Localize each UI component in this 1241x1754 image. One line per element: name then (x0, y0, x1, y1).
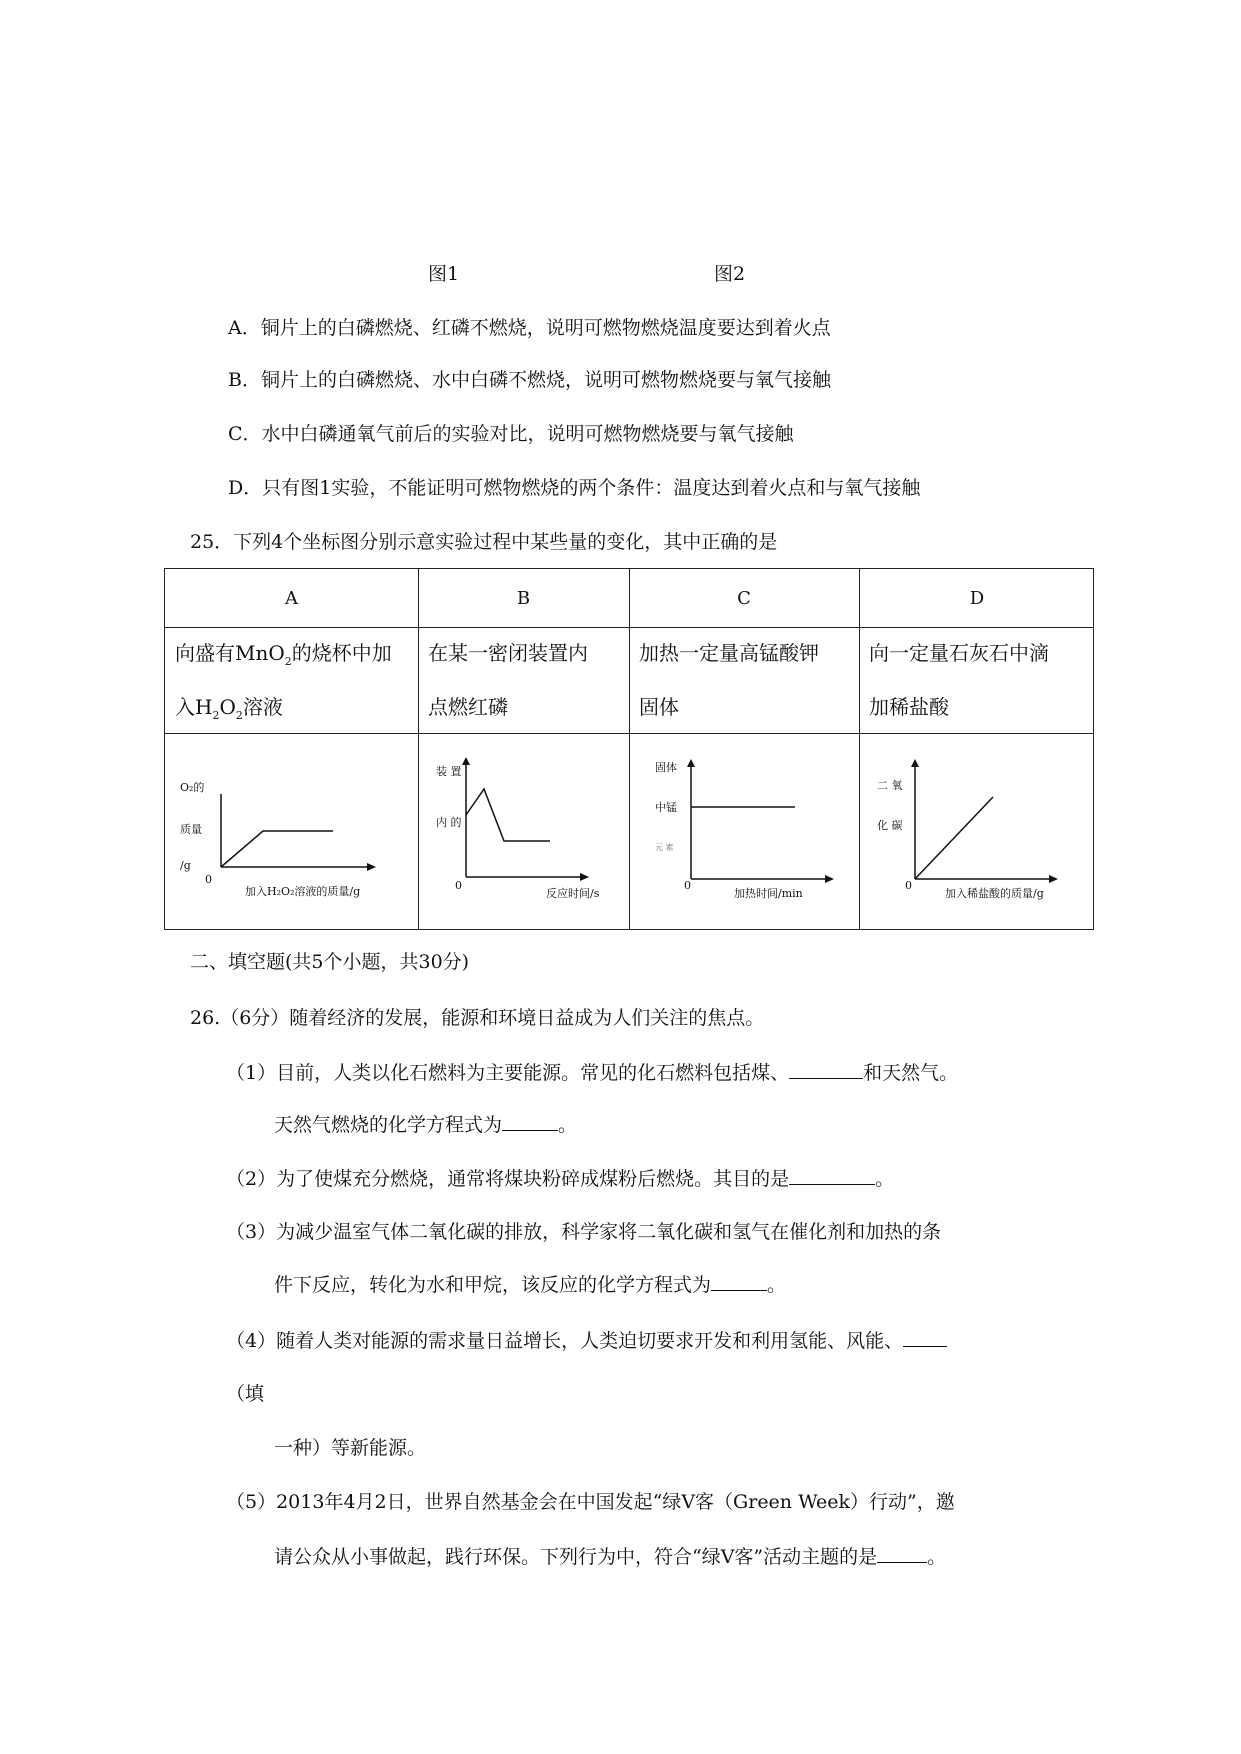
graph-a-xlabel: 加入H₂O₂溶液的质量/g (245, 885, 361, 898)
graph-a-ylabel-3: /g (180, 859, 191, 872)
desc-b-line1: 在某一密闭装置内 (428, 641, 588, 665)
graph-b-origin: 0 (455, 879, 462, 892)
graph-a (165, 733, 418, 929)
desc-a-line1: 向盛有MnO$_2$的烧杯中加 (175, 641, 392, 668)
q26-part4-line1: （4）随着人类对能源的需求量日益增长，人类迫切要求开发和利用氢能、风能、 (226, 1328, 947, 1353)
header-d: D (969, 588, 985, 609)
graph-c-ylabel-1: 固体 (655, 761, 677, 774)
q24-option-b: B．铜片上的白磷燃烧、水中白磷不燃烧，说明可燃物燃烧要与氧气接触 (228, 369, 831, 391)
desc-c-line2: 固体 (639, 695, 679, 719)
graph-a-origin: 0 (205, 873, 212, 886)
q24-option-a: A．铜片上的白磷燃烧、红磷不燃烧，说明可燃物燃烧温度要达到着火点 (228, 317, 831, 339)
q26-part2: （2）为了使煤充分燃烧，通常将煤块粉碎成煤粉后燃烧。其目的是 。 (226, 1168, 895, 1190)
answer-blank-4[interactable] (711, 1272, 767, 1291)
graph-b-xlabel: 反应时间/s (546, 887, 600, 900)
header-a: A (285, 588, 298, 609)
desc-d-line2: 加稀盐酸 (869, 695, 949, 719)
graph-c-ylabel-3: 元 素 (655, 843, 674, 852)
graph-c-ylabel-2: 中锰 (655, 801, 677, 814)
header-b: B (516, 588, 531, 609)
q25-table (164, 568, 1094, 930)
q26-stem: 26.（6分）随着经济的发展，能源和环境日益成为人们关注的焦点。 (190, 1007, 765, 1029)
graph-d-xlabel: 加入稀盐酸的质量/g (945, 887, 1044, 900)
q26-part3-line2: 件下反应，转化为水和甲烷，该反应的化学方程式为 。 (274, 1274, 787, 1296)
graph-a-ylabel-1: O₂的 (180, 781, 205, 794)
graph-c-xlabel: 加热时间/min (734, 887, 803, 900)
graph-b-ylabel-2: 内 的 (436, 816, 462, 829)
graph-d-origin: 0 (905, 879, 912, 892)
graph-b-ylabel-1: 装 置 (436, 765, 462, 778)
figure-1-label: 图1 (428, 263, 460, 285)
desc-c-line1: 加热一定量高锰酸钾 (639, 641, 819, 665)
q26-part5-line2: 请公众从小事做起，践行环保。下列行为中，符合“绿V客”活动主题的是 。 (274, 1546, 947, 1568)
q26-part5-line1: （5）2013年4月2日，世界自然基金会在中国发起“绿V客（Green Week）行动”，邀 (226, 1491, 955, 1513)
desc-a-line2: 入$H_2O_2$溶液 (175, 695, 283, 722)
graph-d-ylabel-1: 二 氧 (877, 779, 903, 792)
answer-blank-5[interactable] (903, 1328, 947, 1347)
q25-stem: 25．下列4个坐标图分别示意实验过程中某些量的变化，其中正确的是 (190, 531, 778, 553)
q26-part1-line1: （1）目前，人类以化石燃料为主要能源。常见的化石燃料包括煤、 和天然气。 (226, 1062, 959, 1084)
answer-blank-1[interactable] (789, 1060, 863, 1079)
q24-option-d: D．只有图1实验，不能证明可燃物燃烧的两个条件：温度达到着火点和与氧气接触 (228, 477, 921, 499)
q26-part1-line2: 天然气燃烧的化学方程式为 。 (274, 1114, 578, 1136)
figure-2-label: 图2 (714, 263, 746, 285)
q26-part4-line2: （填 (226, 1383, 265, 1405)
section2-title: 二、填空题(共5个小题，共30分) (190, 951, 470, 973)
answer-blank-2[interactable] (502, 1112, 558, 1131)
graph-a-ylabel-2: 质量 (180, 823, 202, 836)
desc-b-line2: 点燃红磷 (428, 695, 508, 719)
q24-option-c: C．水中白磷通氧气前后的实验对比，说明可燃物燃烧要与氧气接触 (228, 423, 794, 445)
graph-c-origin: 0 (684, 879, 691, 892)
graph-d-ylabel-2: 化 碳 (877, 819, 903, 832)
desc-d-line1: 向一定量石灰石中滴 (869, 641, 1049, 665)
header-c: C (737, 588, 751, 609)
q26-part3-line1: （3）为减少温室气体二氧化碳的排放，科学家将二氧化碳和氢气在催化剂和加热的条 (226, 1221, 942, 1243)
answer-blank-3[interactable] (789, 1166, 875, 1185)
q26-part4-line3: 一种）等新能源。 (274, 1437, 427, 1459)
answer-blank-6[interactable] (877, 1544, 927, 1563)
